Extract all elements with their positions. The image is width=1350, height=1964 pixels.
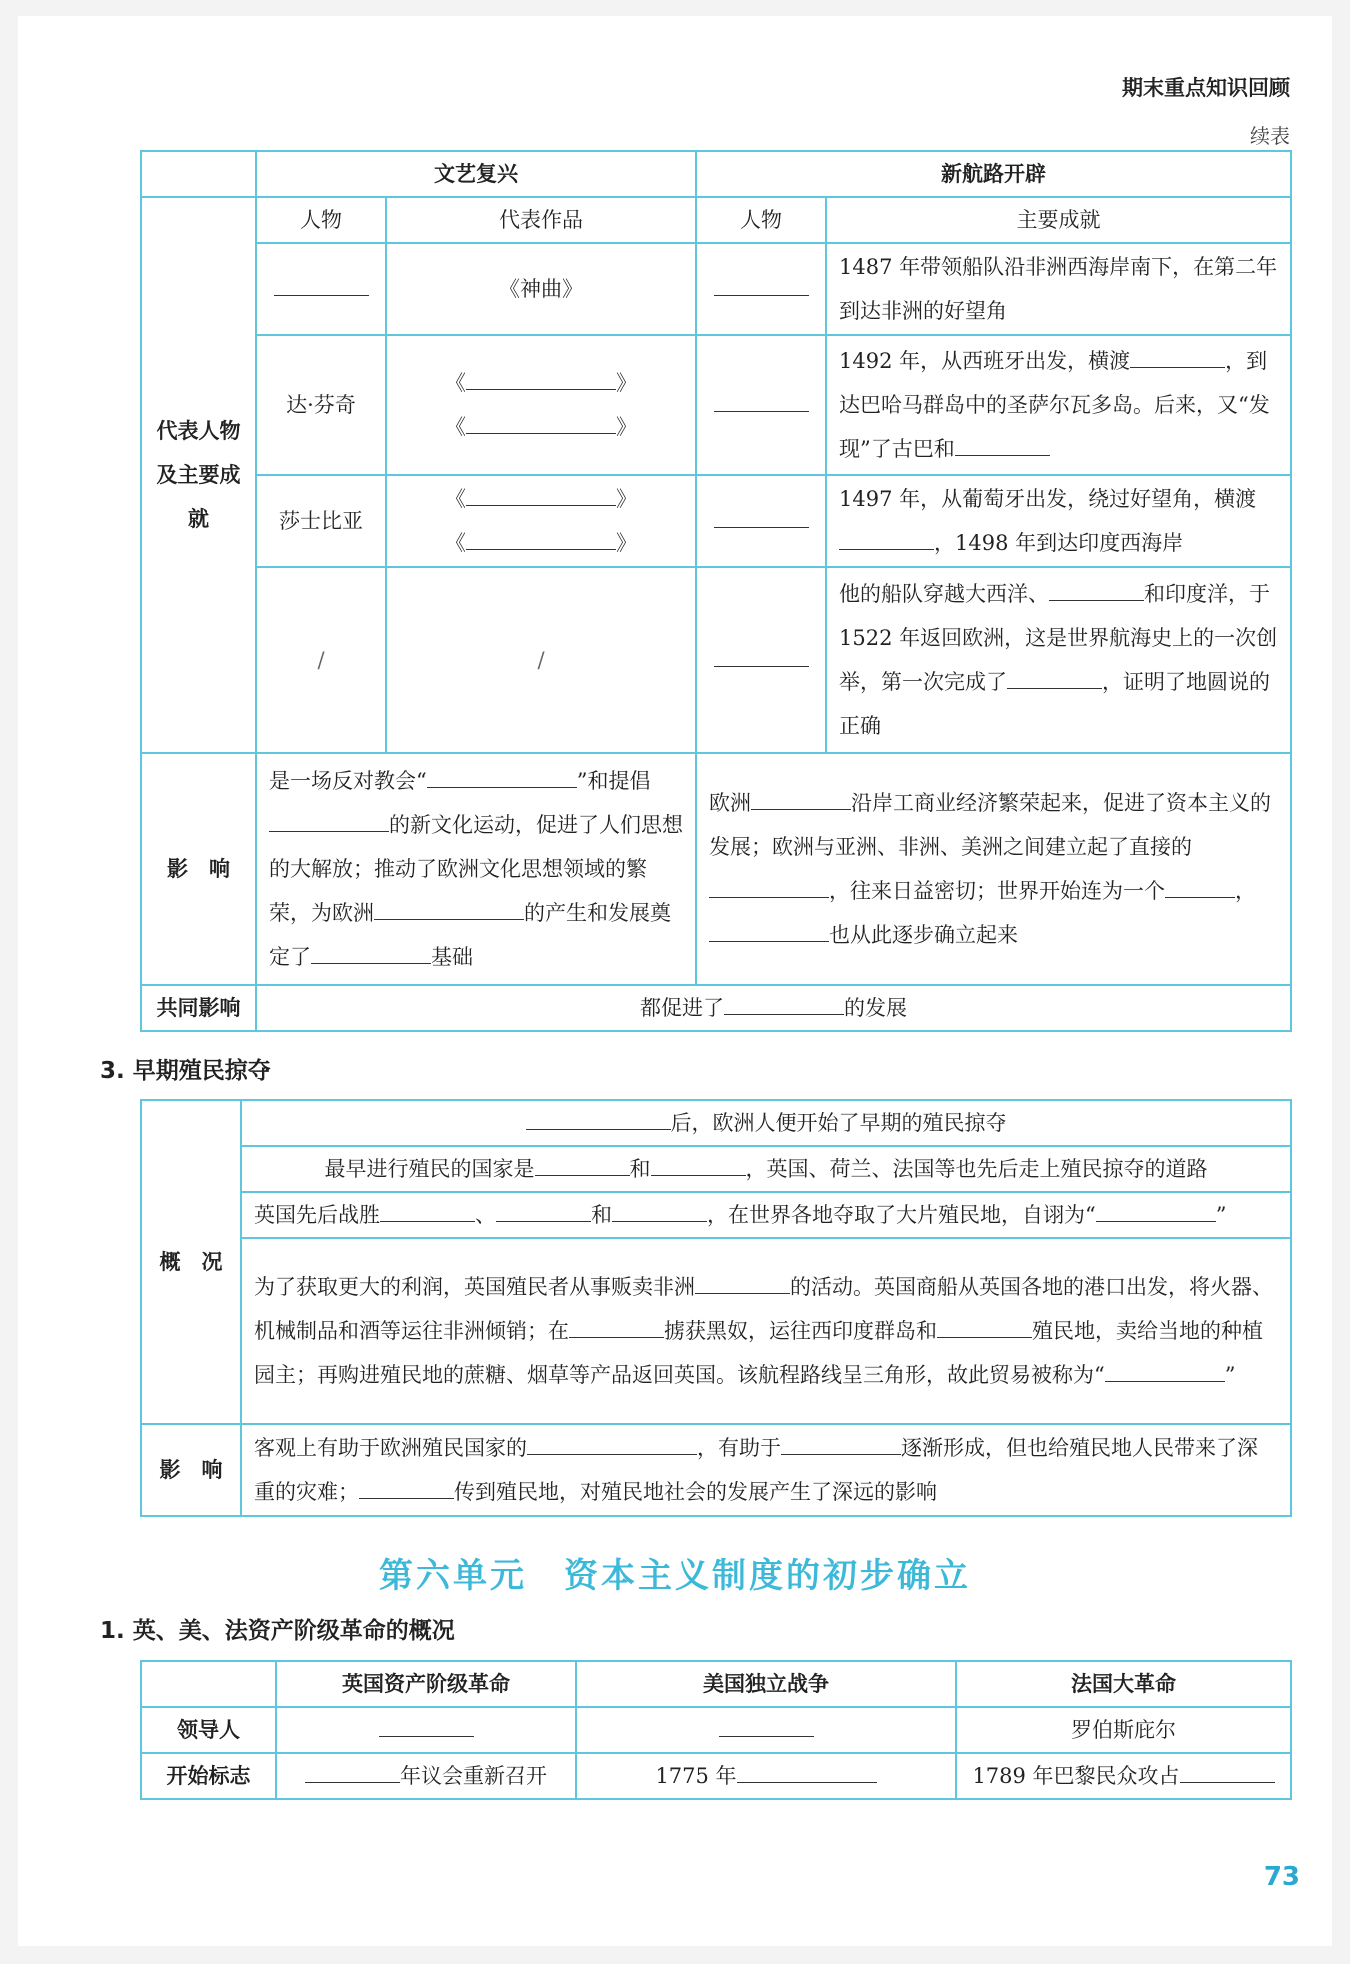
impact-label: 影 响 <box>141 753 256 985</box>
start-france: 1789 年巴黎民众攻占 <box>956 1753 1291 1799</box>
colonial-impact: 客观上有助于欧洲殖民国家的 ，有助于 逐渐形成，但也给殖民地人民带来了深重的灾难； 传到殖民地，对殖民地社会的发展产生了深远的影响 <box>241 1424 1291 1516</box>
start-us: 1775 年 <box>576 1753 956 1799</box>
davinci-works[interactable]: 《 》 《 》 <box>386 335 696 475</box>
colonial-table <box>140 1099 1292 1517</box>
col-new-routes: 新航路开辟 <box>696 151 1291 197</box>
overview-row-1: 后，欧洲人便开始了早期的殖民掠夺 <box>241 1100 1291 1146</box>
sub-person-2: 人物 <box>696 197 826 243</box>
row-label-representatives: 代表人物及主要成就 <box>141 197 256 753</box>
blank-navigator-4[interactable] <box>696 567 826 753</box>
sub-achievement: 主要成就 <box>826 197 1291 243</box>
overview-row-3: 英国先后战胜 、 和 ，在世界各地夺取了大片殖民地，自诩为“ ” <box>241 1192 1291 1238</box>
section-3-title: 3. 早期殖民掠夺 <box>100 1058 271 1084</box>
col-american-war: 美国独立战争 <box>576 1661 956 1707</box>
sub-works: 代表作品 <box>386 197 696 243</box>
continued-label: 续表 <box>1250 124 1290 148</box>
blank-person-1[interactable] <box>256 243 386 335</box>
common-impact-label: 共同影响 <box>141 985 256 1031</box>
blank-navigator-1[interactable] <box>696 243 826 335</box>
col-renaissance: 文艺复兴 <box>256 151 696 197</box>
work-divine-comedy: 《神曲》 <box>386 243 696 335</box>
row-leader-label: 领导人 <box>141 1707 276 1753</box>
slash-works: / <box>386 567 696 753</box>
slash-person: / <box>256 567 386 753</box>
renaissance-impact: 是一场反对教会“ ”和提倡的新文化运动，促进了人们思想的大解放；推动了欧洲文化思想领域的繁荣，为欧洲 的产生和发展奠定了 基础 <box>256 753 696 985</box>
unit-6-subtitle: 1. 英、美、法资产阶级革命的概况 <box>100 1618 455 1644</box>
header-title: 期末重点知识回顾 <box>1122 76 1290 100</box>
common-impact: 都促进了 的发展 <box>256 985 1291 1031</box>
blank-leader-us[interactable] <box>576 1707 956 1753</box>
achievement-4: 他的船队穿越大西洋、 和印度洋，于 1522 年返回欧洲，这是世界航海史上的一次创举，第一次完成了 ，证明了地圆说的正确 <box>826 567 1291 753</box>
blank-leader-uk[interactable] <box>276 1707 576 1753</box>
renaissance-routes-table <box>140 150 1292 1032</box>
start-uk: 年议会重新召开 <box>276 1753 576 1799</box>
row-start-label: 开始标志 <box>141 1753 276 1799</box>
achievement-1: 1487 年带领船队沿非洲西海岸南下，在第二年到达非洲的好望角 <box>826 243 1291 335</box>
overview-row-4: 为了获取更大的利润，英国殖民者从事贩卖非洲 的活动。英国商船从英国各地的港口出发，将火器、机械制品和酒等运往非洲倾销；在 掳获黑奴，运往西印度群岛和 殖民地，卖给当地的种植园主；再购进殖民地的蔗糖、烟草等产品返回英国。该航程路线呈三角形，故此贸易被称为“ ” <box>241 1238 1291 1424</box>
achievement-3: 1497 年，从葡萄牙出发，绕过好望角，横渡，1498 年到达印度西海岸 <box>826 475 1291 567</box>
person-shakespeare: 莎士比亚 <box>256 475 386 567</box>
overview-label: 概 况 <box>141 1100 241 1424</box>
revolutions-table <box>140 1660 1292 1800</box>
achievement-2: 1492 年，从西班牙出发，横渡 ，到达巴哈马群岛中的圣萨尔瓦多岛。后来，又“发现”了古巴和 <box>826 335 1291 475</box>
leader-france: 罗伯斯庇尔 <box>956 1707 1291 1753</box>
person-davinci: 达·芬奇 <box>256 335 386 475</box>
col-french-revolution: 法国大革命 <box>956 1661 1291 1707</box>
colonial-impact-label: 影 响 <box>141 1424 241 1516</box>
sub-person: 人物 <box>256 197 386 243</box>
routes-impact: 欧洲 沿岸工商业经济繁荣起来，促进了资本主义的发展；欧洲与亚洲、非洲、美洲之间建立起了直接的，往来日益密切；世界开始连为一个 ，也从此逐步确立起来 <box>696 753 1291 985</box>
blank-navigator-3[interactable] <box>696 475 826 567</box>
shakespeare-works[interactable]: 《 》 《 》 <box>386 475 696 567</box>
unit-6-title: 第六单元 资本主义制度的初步确立 <box>379 1556 971 1596</box>
col-english-revolution: 英国资产阶级革命 <box>276 1661 576 1707</box>
blank-navigator-2[interactable] <box>696 335 826 475</box>
overview-row-2: 最早进行殖民的国家是 和 ，英国、荷兰、法国等也先后走上殖民掠夺的道路 <box>241 1146 1291 1192</box>
page-number: 73 <box>1263 1862 1300 1892</box>
